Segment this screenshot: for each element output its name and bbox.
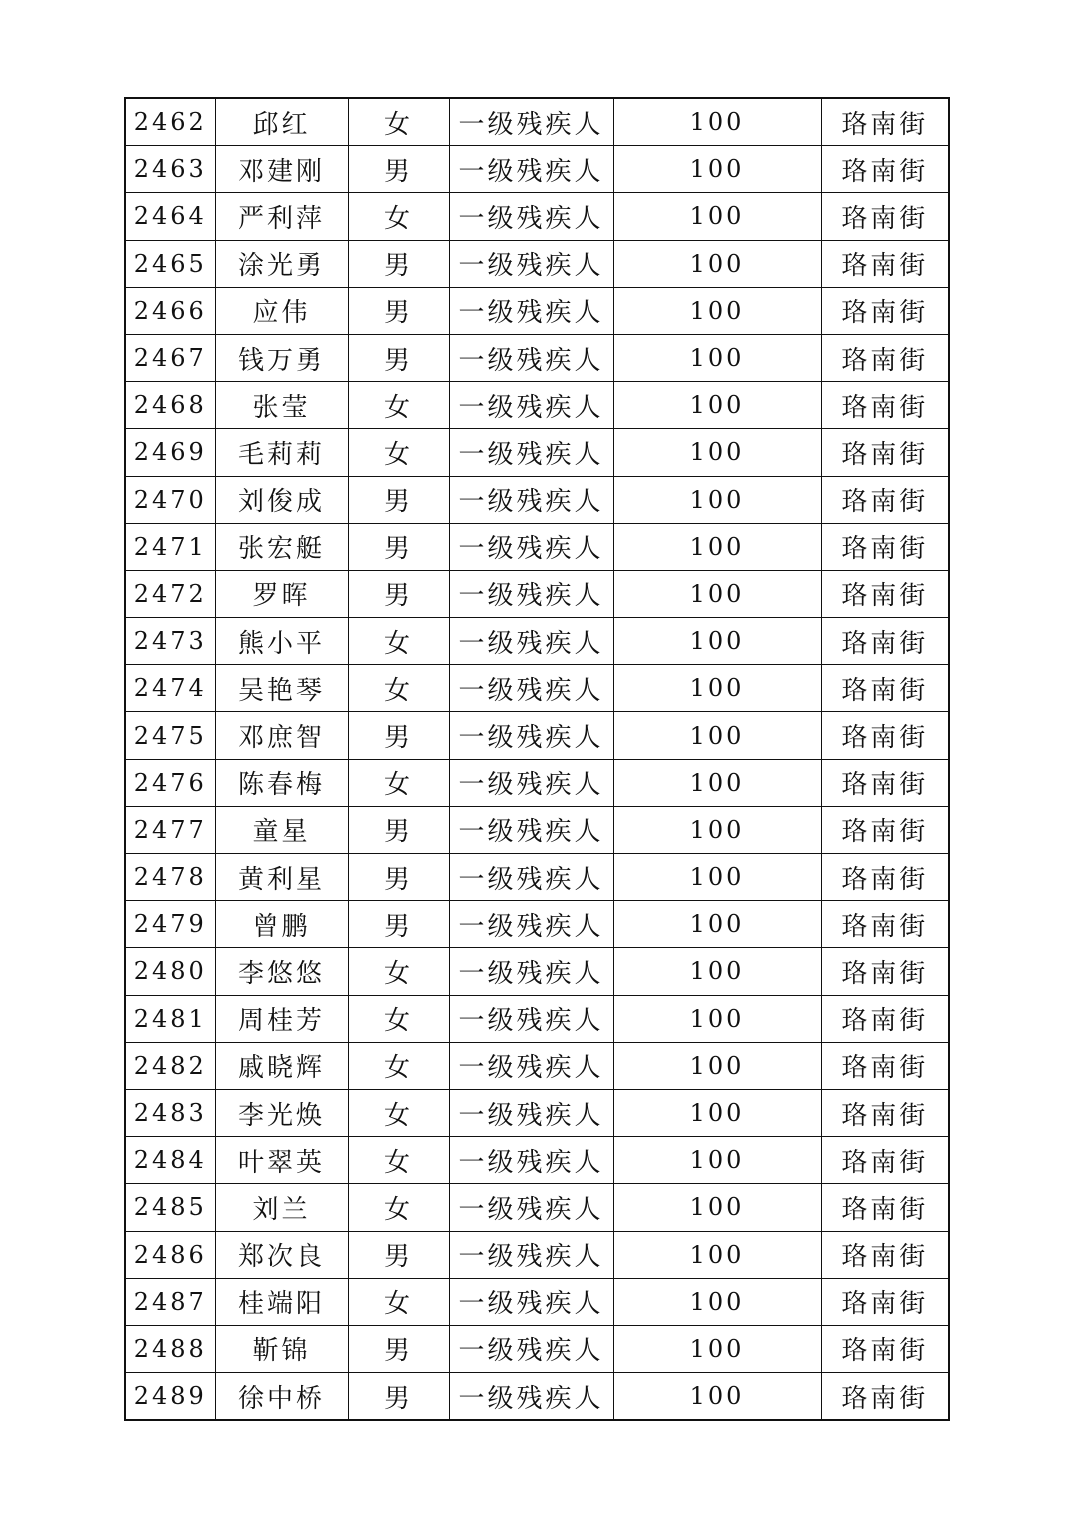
street-cell: 珞南街 (821, 1278, 949, 1325)
gender-cell: 男 (348, 806, 449, 853)
roster-table-body (125, 98, 949, 1420)
table-row (125, 665, 949, 712)
street-cell: 珞南街 (821, 287, 949, 334)
amount-cell: 100 (613, 1325, 821, 1372)
name-cell: 应伟 (215, 287, 348, 334)
amount-cell: 100 (613, 193, 821, 240)
street-cell: 珞南街 (821, 712, 949, 759)
disability-level-cell: 一级残疾人 (449, 759, 613, 806)
row-number-cell: 2481 (125, 995, 215, 1042)
name-cell: 吴艳琴 (215, 665, 348, 712)
amount-cell: 100 (613, 98, 821, 146)
table-row (125, 759, 949, 806)
name-cell: 靳锦 (215, 1325, 348, 1372)
disability-level-cell: 一级残疾人 (449, 1137, 613, 1184)
row-number-cell: 2483 (125, 1089, 215, 1136)
gender-cell: 女 (348, 382, 449, 429)
disability-level-cell: 一级残疾人 (449, 854, 613, 901)
street-cell: 珞南街 (821, 759, 949, 806)
row-number-cell: 2470 (125, 476, 215, 523)
amount-cell: 100 (613, 901, 821, 948)
amount-cell: 100 (613, 523, 821, 570)
table-row (125, 995, 949, 1042)
name-cell: 童星 (215, 806, 348, 853)
street-cell: 珞南街 (821, 1325, 949, 1372)
gender-cell: 男 (348, 1373, 449, 1421)
table-row (125, 854, 949, 901)
table-row (125, 334, 949, 381)
name-cell: 李悠悠 (215, 948, 348, 995)
name-cell: 周桂芳 (215, 995, 348, 1042)
table-row (125, 1278, 949, 1325)
amount-cell: 100 (613, 948, 821, 995)
street-cell: 珞南街 (821, 1042, 949, 1089)
name-cell: 严利萍 (215, 193, 348, 240)
amount-cell: 100 (613, 287, 821, 334)
table-row (125, 146, 949, 193)
row-number-cell: 2472 (125, 570, 215, 617)
row-number-cell: 2464 (125, 193, 215, 240)
roster-table (124, 97, 950, 1421)
disability-level-cell: 一级残疾人 (449, 1042, 613, 1089)
street-cell: 珞南街 (821, 570, 949, 617)
gender-cell: 女 (348, 98, 449, 146)
name-cell: 叶翠英 (215, 1137, 348, 1184)
street-cell: 珞南街 (821, 1137, 949, 1184)
street-cell: 珞南街 (821, 948, 949, 995)
gender-cell: 女 (348, 1278, 449, 1325)
table-row (125, 476, 949, 523)
disability-level-cell: 一级残疾人 (449, 948, 613, 995)
street-cell: 珞南街 (821, 665, 949, 712)
row-number-cell: 2485 (125, 1184, 215, 1231)
amount-cell: 100 (613, 429, 821, 476)
street-cell: 珞南街 (821, 854, 949, 901)
disability-level-cell: 一级残疾人 (449, 1231, 613, 1278)
row-number-cell: 2473 (125, 618, 215, 665)
gender-cell: 男 (348, 146, 449, 193)
amount-cell: 100 (613, 806, 821, 853)
row-number-cell: 2462 (125, 98, 215, 146)
amount-cell: 100 (613, 618, 821, 665)
amount-cell: 100 (613, 995, 821, 1042)
street-cell: 珞南街 (821, 1089, 949, 1136)
amount-cell: 100 (613, 146, 821, 193)
disability-level-cell: 一级残疾人 (449, 618, 613, 665)
amount-cell: 100 (613, 1089, 821, 1136)
gender-cell: 男 (348, 854, 449, 901)
gender-cell: 女 (348, 1137, 449, 1184)
street-cell: 珞南街 (821, 806, 949, 853)
row-number-cell: 2466 (125, 287, 215, 334)
gender-cell: 女 (348, 1042, 449, 1089)
amount-cell: 100 (613, 1184, 821, 1231)
amount-cell: 100 (613, 1137, 821, 1184)
street-cell: 珞南街 (821, 476, 949, 523)
name-cell: 徐中桥 (215, 1373, 348, 1421)
amount-cell: 100 (613, 665, 821, 712)
street-cell: 珞南街 (821, 1184, 949, 1231)
disability-level-cell: 一级残疾人 (449, 1278, 613, 1325)
street-cell: 珞南街 (821, 193, 949, 240)
amount-cell: 100 (613, 712, 821, 759)
row-number-cell: 2477 (125, 806, 215, 853)
amount-cell: 100 (613, 476, 821, 523)
name-cell: 刘兰 (215, 1184, 348, 1231)
amount-cell: 100 (613, 334, 821, 381)
table-row (125, 1184, 949, 1231)
disability-level-cell: 一级残疾人 (449, 334, 613, 381)
gender-cell: 男 (348, 570, 449, 617)
name-cell: 张宏艇 (215, 523, 348, 570)
disability-level-cell: 一级残疾人 (449, 1184, 613, 1231)
amount-cell: 100 (613, 240, 821, 287)
name-cell: 罗晖 (215, 570, 348, 617)
amount-cell: 100 (613, 854, 821, 901)
row-number-cell: 2480 (125, 948, 215, 995)
table-row (125, 1042, 949, 1089)
disability-level-cell: 一级残疾人 (449, 995, 613, 1042)
gender-cell: 女 (348, 429, 449, 476)
gender-cell: 女 (348, 193, 449, 240)
name-cell: 熊小平 (215, 618, 348, 665)
disability-level-cell: 一级残疾人 (449, 570, 613, 617)
table-row (125, 618, 949, 665)
disability-level-cell: 一级残疾人 (449, 1325, 613, 1372)
gender-cell: 男 (348, 287, 449, 334)
name-cell: 涂光勇 (215, 240, 348, 287)
row-number-cell: 2479 (125, 901, 215, 948)
name-cell: 邓庶智 (215, 712, 348, 759)
disability-level-cell: 一级残疾人 (449, 806, 613, 853)
disability-level-cell: 一级残疾人 (449, 476, 613, 523)
disability-level-cell: 一级残疾人 (449, 240, 613, 287)
name-cell: 陈春梅 (215, 759, 348, 806)
gender-cell: 男 (348, 476, 449, 523)
name-cell: 李光焕 (215, 1089, 348, 1136)
street-cell: 珞南街 (821, 1231, 949, 1278)
disability-level-cell: 一级残疾人 (449, 382, 613, 429)
row-number-cell: 2471 (125, 523, 215, 570)
table-row (125, 1089, 949, 1136)
table-row (125, 193, 949, 240)
amount-cell: 100 (613, 382, 821, 429)
disability-level-cell: 一级残疾人 (449, 665, 613, 712)
row-number-cell: 2484 (125, 1137, 215, 1184)
row-number-cell: 2478 (125, 854, 215, 901)
table-row (125, 1137, 949, 1184)
gender-cell: 男 (348, 334, 449, 381)
gender-cell: 女 (348, 618, 449, 665)
table-row (125, 429, 949, 476)
name-cell: 桂端阳 (215, 1278, 348, 1325)
gender-cell: 男 (348, 523, 449, 570)
amount-cell: 100 (613, 759, 821, 806)
name-cell: 邓建刚 (215, 146, 348, 193)
table-row (125, 287, 949, 334)
gender-cell: 男 (348, 240, 449, 287)
amount-cell: 100 (613, 1278, 821, 1325)
row-number-cell: 2469 (125, 429, 215, 476)
table-row (125, 240, 949, 287)
row-number-cell: 2465 (125, 240, 215, 287)
row-number-cell: 2475 (125, 712, 215, 759)
street-cell: 珞南街 (821, 901, 949, 948)
disability-level-cell: 一级残疾人 (449, 146, 613, 193)
gender-cell: 女 (348, 1184, 449, 1231)
street-cell: 珞南街 (821, 382, 949, 429)
table-row (125, 806, 949, 853)
row-number-cell: 2488 (125, 1325, 215, 1372)
gender-cell: 男 (348, 712, 449, 759)
name-cell: 钱万勇 (215, 334, 348, 381)
disability-level-cell: 一级残疾人 (449, 901, 613, 948)
table-row (125, 523, 949, 570)
amount-cell: 100 (613, 1231, 821, 1278)
disability-level-cell: 一级残疾人 (449, 287, 613, 334)
disability-level-cell: 一级残疾人 (449, 1373, 613, 1421)
amount-cell: 100 (613, 1042, 821, 1089)
name-cell: 张莹 (215, 382, 348, 429)
street-cell: 珞南街 (821, 523, 949, 570)
amount-cell: 100 (613, 1373, 821, 1421)
row-number-cell: 2482 (125, 1042, 215, 1089)
row-number-cell: 2474 (125, 665, 215, 712)
gender-cell: 女 (348, 995, 449, 1042)
row-number-cell: 2467 (125, 334, 215, 381)
disability-level-cell: 一级残疾人 (449, 523, 613, 570)
table-row (125, 712, 949, 759)
gender-cell: 女 (348, 759, 449, 806)
street-cell: 珞南街 (821, 146, 949, 193)
street-cell: 珞南街 (821, 334, 949, 381)
row-number-cell: 2486 (125, 1231, 215, 1278)
gender-cell: 男 (348, 1325, 449, 1372)
row-number-cell: 2468 (125, 382, 215, 429)
row-number-cell: 2487 (125, 1278, 215, 1325)
street-cell: 珞南街 (821, 240, 949, 287)
name-cell: 刘俊成 (215, 476, 348, 523)
table-row (125, 901, 949, 948)
table-row (125, 382, 949, 429)
table-row (125, 1373, 949, 1421)
name-cell: 邱红 (215, 98, 348, 146)
table-row (125, 948, 949, 995)
amount-cell: 100 (613, 570, 821, 617)
row-number-cell: 2463 (125, 146, 215, 193)
table-row (125, 1325, 949, 1372)
street-cell: 珞南街 (821, 995, 949, 1042)
disability-level-cell: 一级残疾人 (449, 429, 613, 476)
row-number-cell: 2476 (125, 759, 215, 806)
disability-level-cell: 一级残疾人 (449, 712, 613, 759)
gender-cell: 女 (348, 948, 449, 995)
name-cell: 郑次良 (215, 1231, 348, 1278)
name-cell: 黄利星 (215, 854, 348, 901)
name-cell: 曾鹏 (215, 901, 348, 948)
table-row (125, 570, 949, 617)
gender-cell: 女 (348, 665, 449, 712)
street-cell: 珞南街 (821, 1373, 949, 1421)
gender-cell: 女 (348, 1089, 449, 1136)
table-row (125, 98, 949, 146)
gender-cell: 男 (348, 1231, 449, 1278)
disability-level-cell: 一级残疾人 (449, 193, 613, 240)
table-row (125, 1231, 949, 1278)
street-cell: 珞南街 (821, 98, 949, 146)
disability-level-cell: 一级残疾人 (449, 98, 613, 146)
name-cell: 毛莉莉 (215, 429, 348, 476)
gender-cell: 男 (348, 901, 449, 948)
name-cell: 戚晓辉 (215, 1042, 348, 1089)
disability-level-cell: 一级残疾人 (449, 1089, 613, 1136)
row-number-cell: 2489 (125, 1373, 215, 1421)
street-cell: 珞南街 (821, 618, 949, 665)
street-cell: 珞南街 (821, 429, 949, 476)
